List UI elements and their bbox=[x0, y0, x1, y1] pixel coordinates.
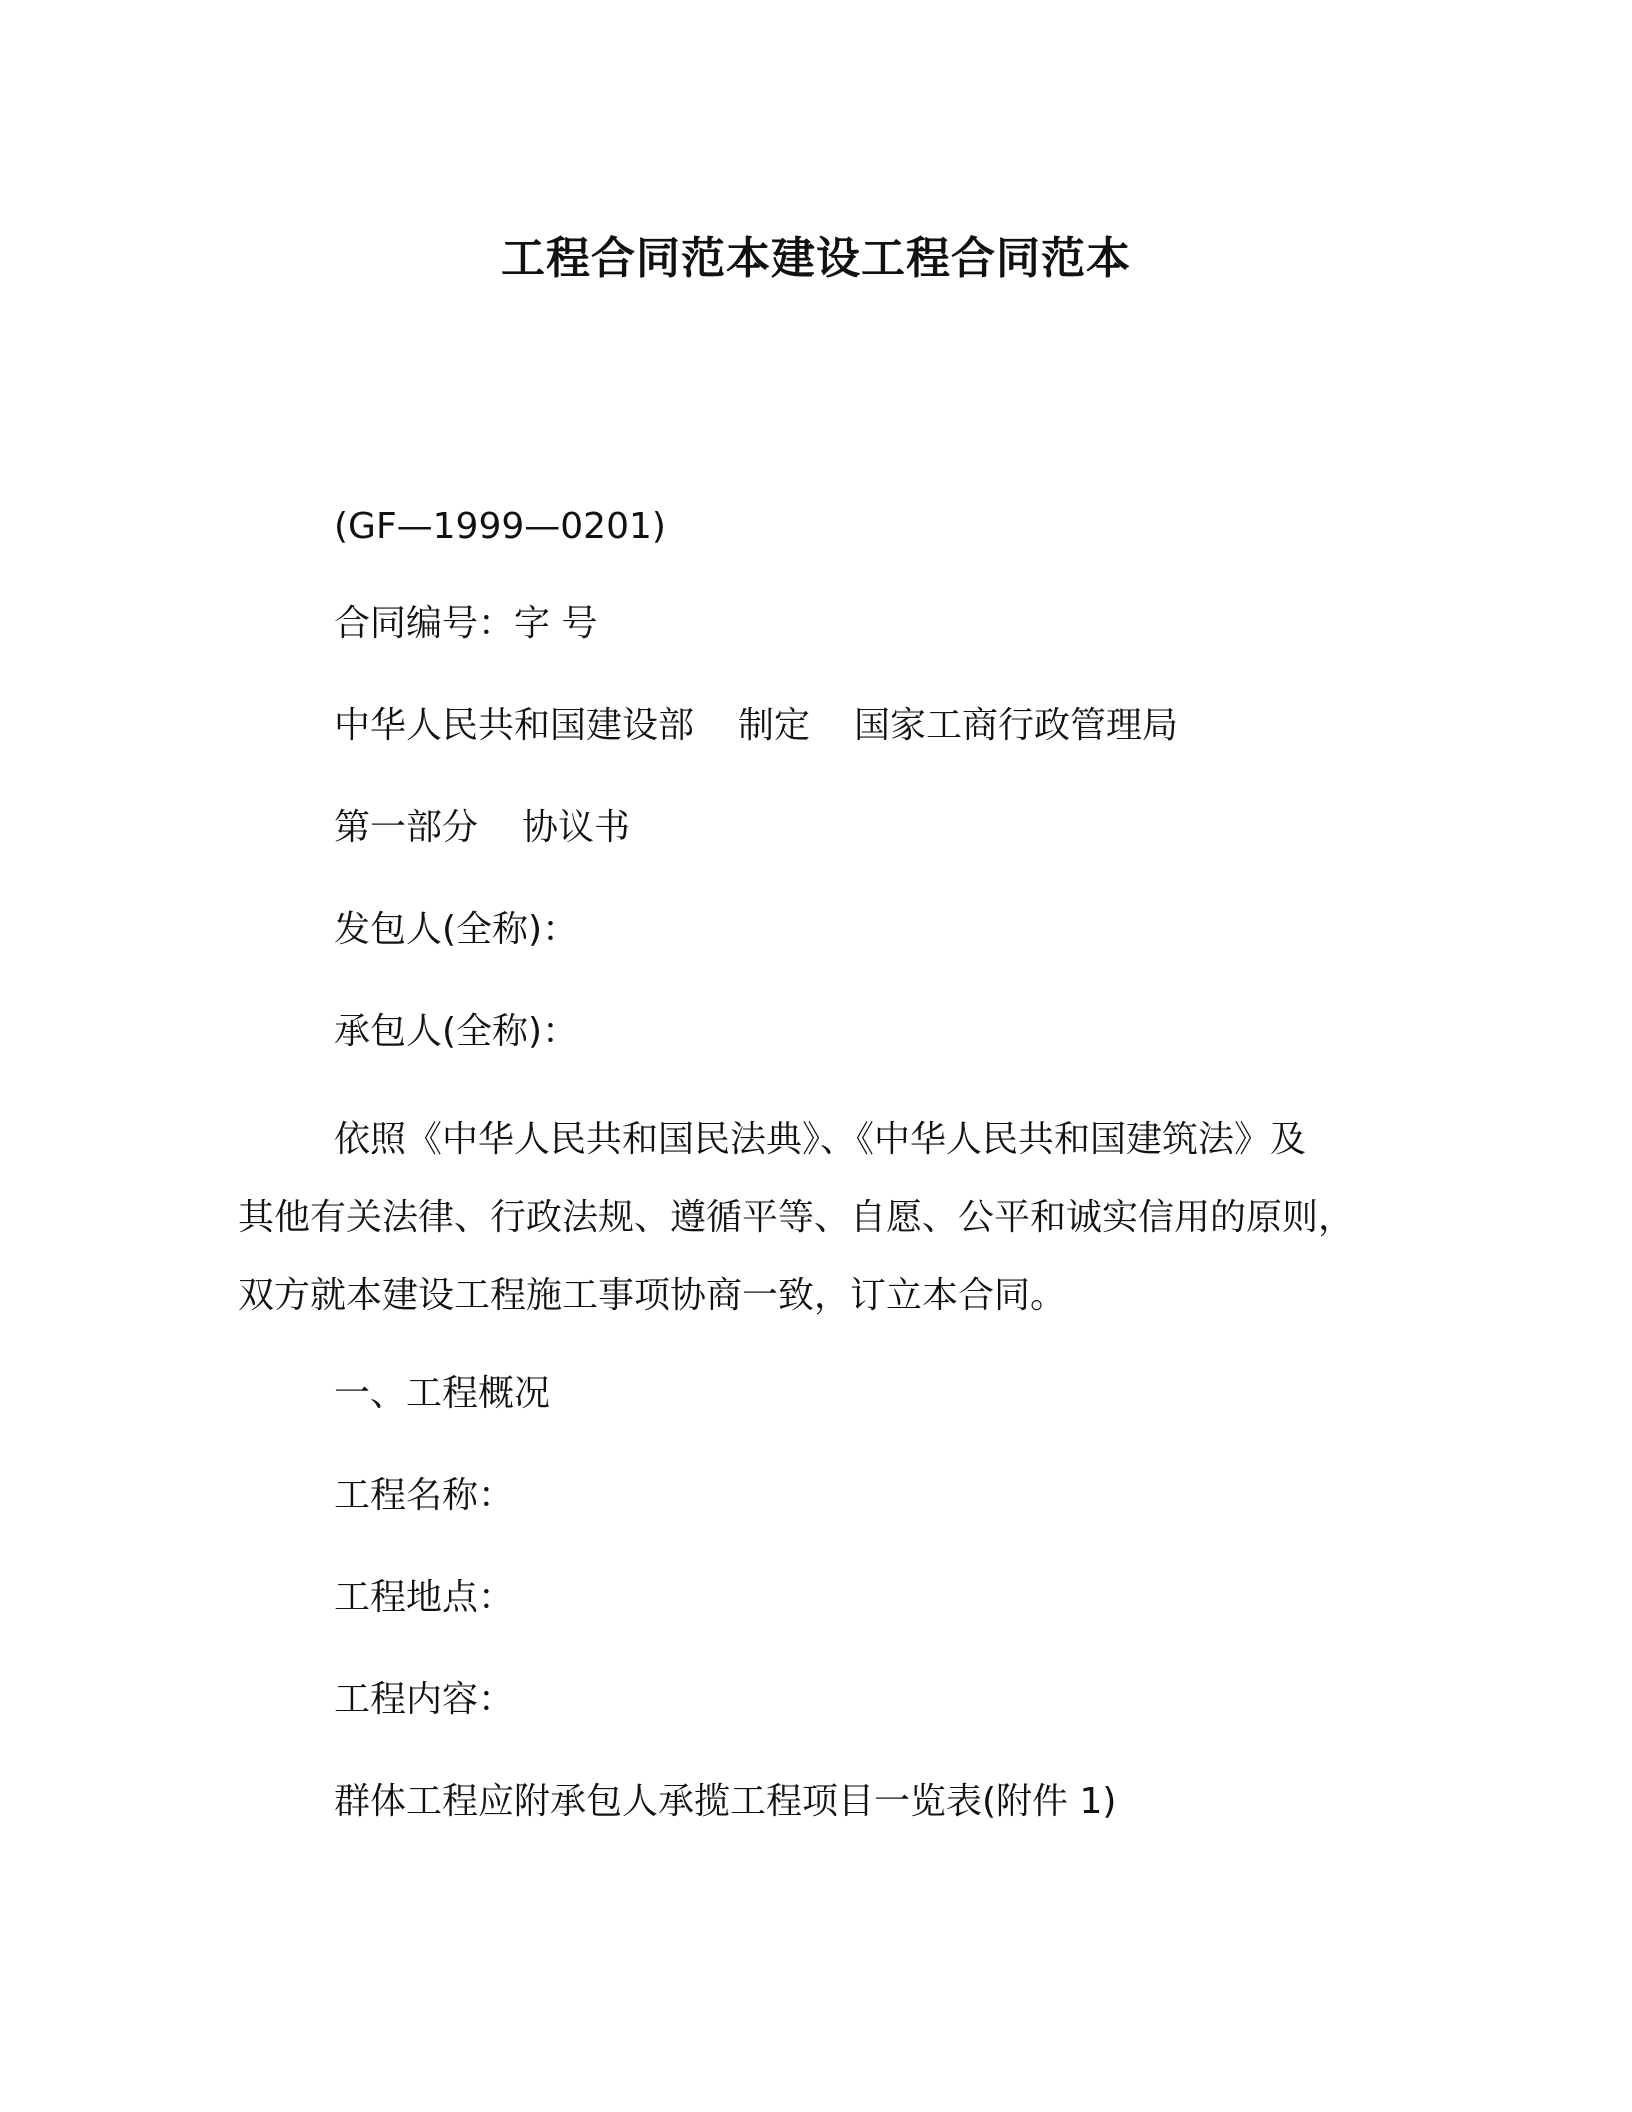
part-one-number: 第一部分 bbox=[334, 807, 479, 848]
contractor-field-label: 承包人(全称)： bbox=[334, 1011, 579, 1052]
contract-number-zi: 字 bbox=[514, 603, 551, 644]
preamble-line-1: 依照《中华人民共和国民法典》、《中华人民共和国建筑法》及 bbox=[334, 1119, 1307, 1160]
issuer-line bbox=[334, 704, 1178, 748]
project-location-label: 工程地点： bbox=[334, 1577, 515, 1618]
part-one-heading bbox=[334, 806, 630, 850]
preamble-line-3: 双方就本建设工程施工事项协商一致，订立本合同。 bbox=[238, 1275, 1067, 1316]
standard-code: (GF—1999—0201) bbox=[334, 506, 666, 547]
document-title: 工程合同范本建设工程合同范本 bbox=[501, 233, 1131, 284]
issuer-bureau: 国家工商行政管理局 bbox=[854, 705, 1179, 746]
preamble-line-2: 其他有关法律、行政法规、遵循平等、自愿、公平和诚实信用的原则， bbox=[238, 1197, 1355, 1238]
issuer-action: 制定 bbox=[738, 705, 811, 746]
contract-number-line bbox=[334, 602, 598, 646]
contract-number-hao: 号 bbox=[561, 603, 598, 644]
part-one-name: 协议书 bbox=[522, 807, 631, 848]
preamble-paragraph bbox=[238, 1101, 1410, 1335]
group-project-note: 群体工程应附承包人承揽工程项目一览表(附件 1) bbox=[334, 1781, 1117, 1822]
project-content-label: 工程内容： bbox=[334, 1679, 515, 1720]
issuer-ministry: 中华人民共和国建设部 bbox=[334, 705, 695, 746]
project-name-label: 工程名称： bbox=[334, 1475, 515, 1516]
section-one-heading: 一、工程概况 bbox=[334, 1373, 551, 1414]
employer-field-label: 发包人(全称)： bbox=[334, 909, 579, 950]
contract-number-label: 合同编号： bbox=[334, 603, 515, 644]
